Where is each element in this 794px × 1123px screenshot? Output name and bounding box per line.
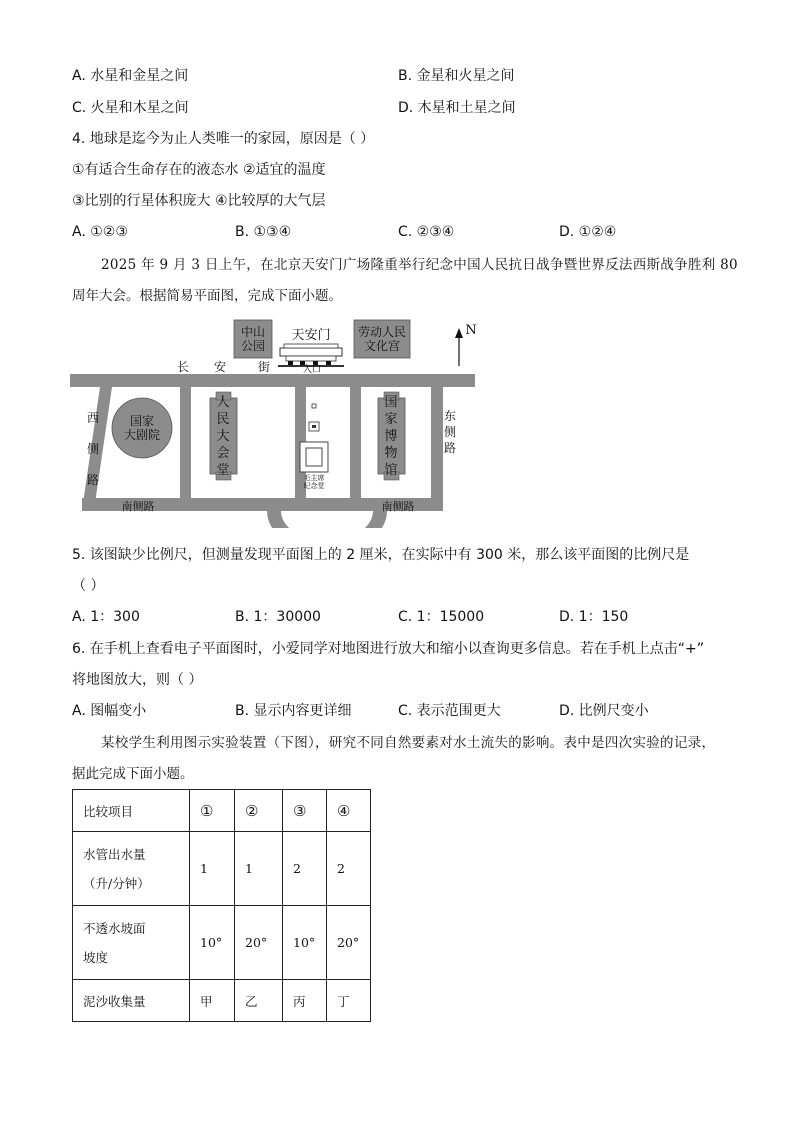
q4-option-b: B. ①③④ xyxy=(235,224,292,240)
label-mausoleum-line2: 纪念堂 xyxy=(303,482,325,490)
tiananmen-square-map xyxy=(70,318,480,528)
table-cell: 丙 xyxy=(283,980,327,1022)
label-mausoleum xyxy=(294,474,334,490)
label-laodong-line2: 文化宫 xyxy=(363,339,400,353)
passage1-line1: 2025 年 9 月 3 日上午，在北京天安门广场隆重举行纪念中国人民抗日战争暨世界反法西斯战争胜利 80 xyxy=(101,257,738,273)
table-row-label: 泥沙收集量 xyxy=(73,980,190,1022)
label-zhongshan-park xyxy=(234,325,272,353)
table-cell: 20° xyxy=(327,906,371,980)
table-header-cell: 比较项目 xyxy=(73,790,190,832)
q4-option-d: D. ①②④ xyxy=(559,224,617,240)
label-south-road-left: 南侧路 xyxy=(121,500,155,513)
q6-stem-2: 将地图放大，则（ ） xyxy=(72,672,203,688)
table-header-cell: ③ xyxy=(283,790,327,832)
label-east-road xyxy=(443,408,457,456)
label-museum-2: 家 xyxy=(384,412,398,427)
q4-option-c: C. ②③④ xyxy=(398,224,455,240)
label-east-road-2: 侧 xyxy=(443,425,456,439)
table-row xyxy=(73,980,371,1022)
q5-option-d: D. 1：150 xyxy=(559,609,629,625)
row2-label-line1: 不透水坡面 xyxy=(83,920,146,936)
q4-statements-2: ③比别的行星体积庞大 ④比较厚的大气层 xyxy=(72,193,326,209)
passage2-line1: 某校学生利用图示实验装置（下图），研究不同自然要素对水土流失的影响。表中是四次实验的记录， xyxy=(101,735,716,751)
q6-option-c: C. 表示范围更大 xyxy=(398,703,501,719)
table-header-cell: ② xyxy=(235,790,283,832)
table-cell: 20° xyxy=(235,906,283,980)
experiment-table xyxy=(72,789,371,1022)
label-west-road-1: 西 xyxy=(86,411,99,425)
q3-option-b: B. 金星和火星之间 xyxy=(398,68,515,84)
label-great-hall-2: 民 xyxy=(216,412,230,427)
label-east-road-1: 东 xyxy=(443,409,456,423)
label-east-road-3: 路 xyxy=(443,441,456,455)
table-cell: 甲 xyxy=(190,980,235,1022)
row1-label-line2: （升/分钟） xyxy=(83,875,150,891)
q5-paren: （ ） xyxy=(72,578,105,594)
label-theater-line2: 大剧院 xyxy=(123,428,160,442)
label-laodong-palace xyxy=(354,325,410,353)
label-zhongshan-line1: 中山 xyxy=(240,325,265,339)
label-laodong-line1: 劳动人民 xyxy=(357,325,406,339)
label-great-hall xyxy=(216,394,230,479)
label-great-hall-3: 大 xyxy=(216,429,230,444)
q4-statements-1: ①有适合生命存在的液态水 ②适宜的温度 xyxy=(72,162,326,178)
table-header-cell: ④ xyxy=(327,790,371,832)
q5-option-b: B. 1：30000 xyxy=(235,609,321,625)
label-south-road-right: 南侧路 xyxy=(381,500,415,513)
q5-stem: 5. 该图缺少比例尺，但测量发现平面图上的 2 厘米，在实际中有 300 米，那么该平面图的比例尺是 xyxy=(72,547,690,563)
label-tiananmen: 天安门 xyxy=(291,328,331,343)
label-museum-5: 馆 xyxy=(384,463,398,478)
label-theater-line1: 国家 xyxy=(129,414,154,428)
label-great-hall-4: 会 xyxy=(216,446,230,461)
row2-label-line2: 坡度 xyxy=(83,949,109,965)
row1-label-line1: 水管出水量 xyxy=(83,846,146,862)
q6-stem: 6. 在手机上查看电子平面图时，小爱同学对地图进行放大和缩小以查询更多信息。若在手机上点击“+” xyxy=(72,641,705,657)
label-west-road xyxy=(86,403,100,496)
label-west-road-3: 路 xyxy=(86,473,99,487)
q4-option-a: A. ①②③ xyxy=(72,224,128,240)
label-national-museum xyxy=(384,394,398,479)
label-changan-3: 街 xyxy=(257,360,270,374)
table-row xyxy=(73,906,371,980)
table-row xyxy=(73,832,371,906)
q4-stem: 4. 地球是迄今为止人类唯一的家园，原因是（ ） xyxy=(72,131,375,147)
table-cell: 2 xyxy=(327,832,371,906)
q3-option-c: C. 火星和木星之间 xyxy=(72,100,189,116)
label-national-theater xyxy=(112,414,172,442)
q5-option-a: A. 1：300 xyxy=(72,609,140,625)
label-museum-1: 国 xyxy=(384,395,398,410)
label-great-hall-5: 堂 xyxy=(216,463,230,478)
table-header-cell: ① xyxy=(190,790,235,832)
table-cell: 1 xyxy=(190,832,235,906)
passage2-line2: 据此完成下面小题。 xyxy=(72,766,194,782)
label-zhongshan-line2: 公园 xyxy=(240,339,265,353)
table-cell: 1 xyxy=(235,832,283,906)
table-row-label xyxy=(73,906,190,980)
q3-option-a: A. 水星和金星之间 xyxy=(72,68,189,84)
q3-option-d: D. 木星和土星之间 xyxy=(398,100,516,116)
label-mausoleum-line1: 毛主席 xyxy=(303,474,325,482)
q6-option-d: D. 比例尺变小 xyxy=(559,703,649,719)
passage1-line2: 周年大会。根据简易平面图，完成下面小题。 xyxy=(72,288,342,304)
label-museum-4: 物 xyxy=(384,446,398,461)
table-row-label xyxy=(73,832,190,906)
label-great-hall-1: 人 xyxy=(216,395,230,410)
table-cell: 乙 xyxy=(235,980,283,1022)
table-cell: 10° xyxy=(283,906,327,980)
q6-option-b: B. 显示内容更详细 xyxy=(235,703,352,719)
label-museum-3: 博 xyxy=(384,429,398,444)
q5-option-c: C. 1：15000 xyxy=(398,609,485,625)
label-west-road-2: 侧 xyxy=(86,442,99,456)
table-cell: 2 xyxy=(283,832,327,906)
table-cell: 丁 xyxy=(327,980,371,1022)
table-cell: 10° xyxy=(190,906,235,980)
label-entrance: 入口 xyxy=(302,365,321,375)
label-changan-2: 安 xyxy=(213,360,226,374)
q6-option-a: A. 图幅变小 xyxy=(72,703,147,719)
label-changan-1: 长 xyxy=(176,360,189,374)
table-header-row xyxy=(73,790,371,832)
north-arrow-label: N xyxy=(465,323,477,338)
